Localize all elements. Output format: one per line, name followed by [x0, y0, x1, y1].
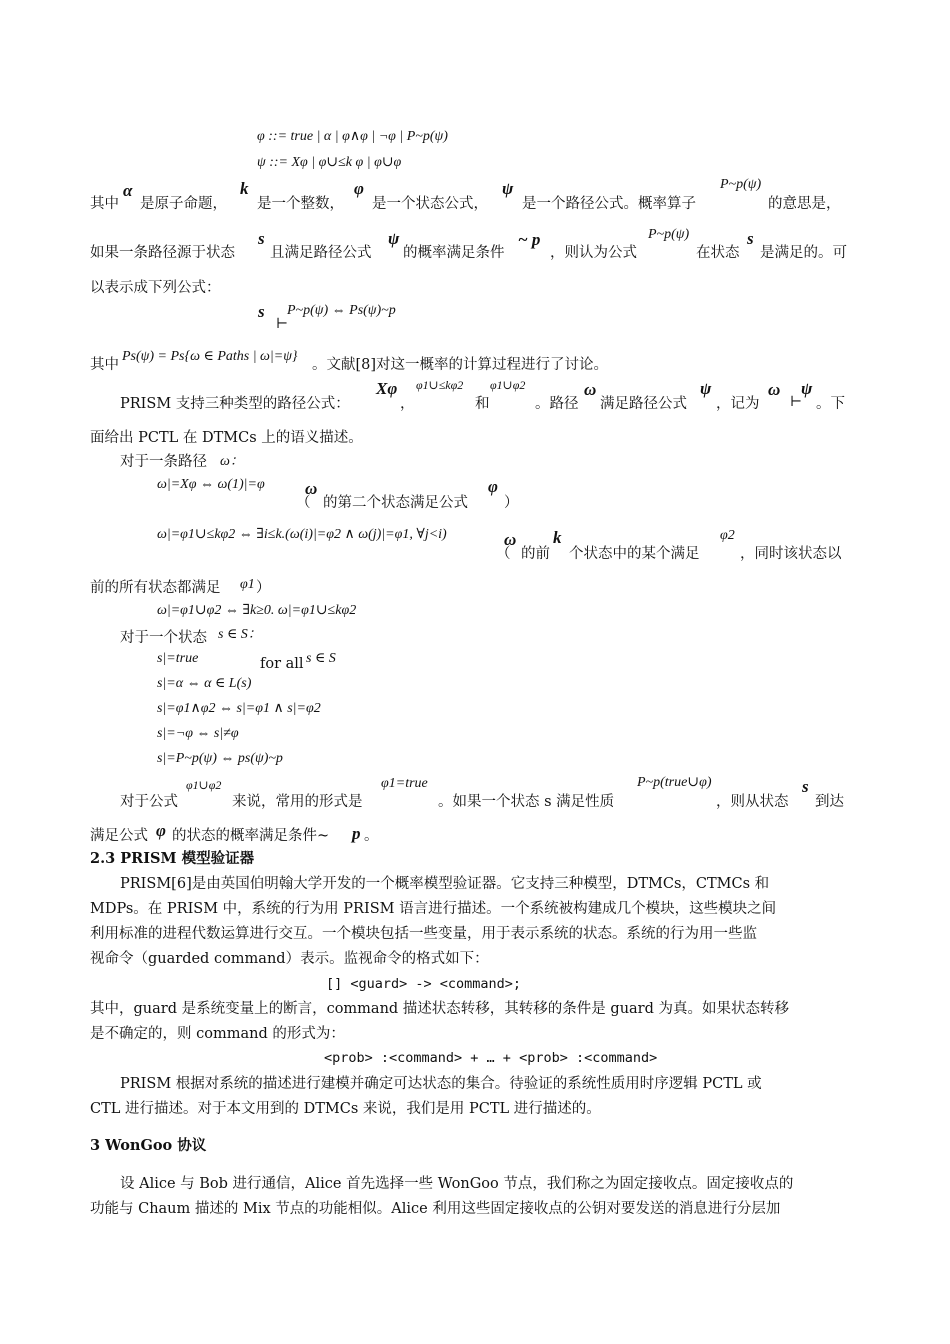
text-p2-f: 是满足的。可 [760, 245, 847, 261]
text-p5-c: 满足路径公式 [600, 396, 687, 412]
text-p4-a: 其中 [90, 357, 119, 373]
text-p19: 是不确定的，则 command 的形式为： [90, 1026, 345, 1042]
text-p2-d: ，则认为公式 [550, 245, 637, 261]
formula-psi: ψ [502, 179, 514, 198]
text-p1-c: 是一个整数， [257, 196, 344, 212]
turnstile-symbol-2: ⊢ [790, 395, 803, 410]
formula-sem-until: ω|=φ1∪φ2 ⇔ ∃k≥0. ω|=φ1∪≤kφ2 [157, 603, 357, 618]
formula-psi-2: ψ [388, 229, 400, 248]
formula-omega: ω [584, 380, 597, 399]
text-p1-b: 是原子命题， [140, 196, 227, 212]
formula-s: s [258, 229, 265, 248]
text-p8-a: （ [296, 495, 311, 511]
formula-until: φ1∪φ2 [490, 378, 526, 392]
text-p12-c: 。如果一个状态 s 满足性质 [438, 794, 615, 810]
text-p13-b: 的状态的概率满足条件~ [172, 828, 330, 844]
text-p6: 面给出 PCTL 在 DTMCs 上的语义描述。 [90, 430, 363, 446]
text-comma: ， [400, 396, 415, 412]
formula-psi-3: ψ [700, 379, 712, 398]
text-p1-a: 其中 [90, 196, 119, 212]
text-p13-a: 满足公式 [90, 828, 148, 844]
text-p13-c: 。 [364, 828, 379, 844]
text-p2-a: 如果一条路径源于状态 [90, 245, 235, 261]
formula-phi2: φ2 [720, 528, 735, 543]
text-p2-c: 的概率满足条件 [403, 245, 505, 261]
text-p1-f: 的意思是， [768, 196, 841, 212]
formula-path-omega: ω： [220, 454, 244, 469]
formula-p-operator-2: P~p(ψ) [648, 227, 690, 242]
text-p21: CTL 进行描述。对于本文用到的 DTMCs 来说，我们是用 PCTL 进行描述的。 [90, 1101, 601, 1117]
text-p12-e: 到达 [815, 794, 844, 810]
text-p9-a: （ [496, 546, 511, 562]
text-p4-b: 。文献[8]对这一概率的计算过程进行了讨论。 [312, 357, 609, 373]
formula-phi-3: φ [156, 821, 166, 840]
text-p12-b: 来说，常用的形式是 [232, 794, 363, 810]
formula-sem-prob: s|=P~p(ψ) ⇔ ps(ψ)~p [157, 751, 283, 766]
formula-psi-4: ψ [801, 379, 813, 398]
formula-phi-2: φ [488, 477, 498, 496]
formula-sem-not: s|=¬φ ⇔ s|≠φ [157, 726, 239, 741]
text-p2-e: 在状态 [696, 245, 740, 261]
formula-omega-2: ω [768, 380, 781, 399]
text-p3: 以表示成下列公式： [90, 280, 221, 296]
formula-phi1: φ1 [240, 577, 255, 592]
code-probabilistic-command: <prob> :<command> + … + <prob> :<command> [324, 1050, 658, 1066]
text-p8-c: ） [504, 495, 519, 511]
section-heading-3: 3 WonGoo 协议 [90, 1137, 207, 1154]
formula-sem-next: ω|=Xφ ⇔ ω(1)|=φ [157, 477, 265, 492]
text-p12-a: 对于公式 [120, 794, 178, 810]
formula-sem-atom: s|=α ⇔ α ∈ L(s) [157, 676, 252, 691]
text-p5-d: ，记为 [716, 396, 760, 412]
section-heading-2-3: 2.3 PRISM 模型验证器 [90, 850, 255, 867]
formula-s-3: s [258, 302, 265, 321]
formula-until-2: φ1∪φ2 [186, 778, 222, 792]
formula-p-small: p [352, 824, 361, 843]
text-p15: MDPs。在 PRISM 中，系统的行为用 PRISM 语言进行描述。一个系统被构建成几个模块，这些模块之间 [90, 901, 777, 917]
text-p12-d: ，则从状态 [716, 794, 789, 810]
text-p11: 对于一个状态 [120, 630, 207, 646]
formula-prob-def: Ps(ψ) = Ps{ω ∈ Paths | ω|=ψ} [122, 349, 298, 364]
code-guarded-command: [] <guard> -> <command>; [326, 976, 522, 992]
formula-for-all-s: s ∈ S [306, 651, 336, 666]
formula-omega-3: ω [305, 479, 318, 498]
text-p16: 利用标准的进程代数运算进行交互。一个模块包括一些变量，用于表示系统的状态。系统的行为用一些监 [90, 926, 757, 942]
text-p5-e: 。下 [816, 396, 845, 412]
formula-k: k [240, 179, 249, 198]
formula-s-2: s [747, 229, 754, 248]
text-p9-c: 个状态中的某个满足 [569, 546, 700, 562]
text-p5-b: 。路径 [535, 396, 579, 412]
formula-s-4: s [802, 777, 809, 796]
formula-bounded-until: φ1∪≤kφ2 [416, 378, 464, 392]
formula-syntax-phi: φ ::= true | α | φ∧φ | ¬φ | P~p(ψ) [257, 129, 448, 144]
text-p22: 设 Alice 与 Bob 进行通信，Alice 首先选择一些 WonGoo 节点，我们称之为固定接收点。固定接收点的 [120, 1176, 794, 1192]
formula-state-s: s ∈ S： [218, 627, 262, 642]
formula-sem-and: s|=φ1∧φ2 ⇔ s|=φ1 ∧ s|=φ2 [157, 701, 321, 716]
formula-sim-p: ~ p [518, 230, 541, 249]
formula-phi: φ [354, 179, 364, 198]
formula-syntax-psi: ψ ::= Xφ | φ∪≤k φ | φ∪φ [257, 155, 402, 170]
text-p9-d: ，同时该状态以 [740, 546, 842, 562]
formula-x-phi: Xφ [376, 379, 398, 398]
text-for-all: for all [260, 656, 304, 672]
text-p10-a: 前的所有状态都满足 [90, 580, 221, 596]
text-p14: PRISM[6]是由英国伯明翰大学开发的一个概率模型验证器。它支持三种模型，DTMCs，CTMCs 和 [120, 876, 770, 892]
text-p8-b: 的第二个状态满足公式 [323, 495, 468, 511]
formula-p-true-until: P~p(true∪φ) [637, 775, 712, 790]
text-p1-d: 是一个状态公式， [372, 196, 488, 212]
formula-p-operator: P~p(ψ) [720, 177, 762, 192]
text-and: 和 [475, 396, 490, 412]
text-p2-b: 且满足路径公式 [270, 245, 372, 261]
text-p18: 其中，guard 是系统变量上的断言，command 描述状态转移，其转移的条件是 guard 为真。如果状态转移 [90, 1001, 790, 1017]
text-p20: PRISM 根据对系统的描述进行建模并确定可达状态的集合。待验证的系统性质用时序逻辑 PCTL 或 [120, 1076, 762, 1092]
formula-k-2: k [553, 528, 562, 547]
turnstile-symbol: ⊢ [276, 317, 289, 332]
text-p5-a: PRISM 支持三种类型的路径公式： [120, 396, 350, 412]
formula-alpha: α [123, 181, 133, 200]
text-p9-b: 的前 [521, 546, 550, 562]
formula-sat-def: P~p(ψ) ⇔ Ps(ψ)~p [287, 303, 396, 318]
text-p1-e: 是一个路径公式。概率算子 [522, 196, 696, 212]
formula-omega-4: ω [504, 530, 517, 549]
text-p7: 对于一条路径 [120, 454, 207, 470]
text-p17: 视命令（guarded command）表示。监视命令的格式如下： [90, 951, 489, 967]
formula-phi1-true: φ1=true [381, 776, 428, 791]
formula-sem-bounded: ω|=φ1∪≤kφ2 ⇔ ∃i≤k.(ω(i)|=φ2 ∧ ω(j)|=φ1, ∀j<i) [157, 527, 447, 542]
text-p23: 功能与 Chaum 描述的 Mix 节点的功能相似。Alice 利用这些固定接收点的公钥对要发送的消息进行分层加 [90, 1201, 781, 1217]
text-p10-b: ） [256, 580, 271, 596]
formula-sem-true: s|=true [157, 651, 199, 666]
